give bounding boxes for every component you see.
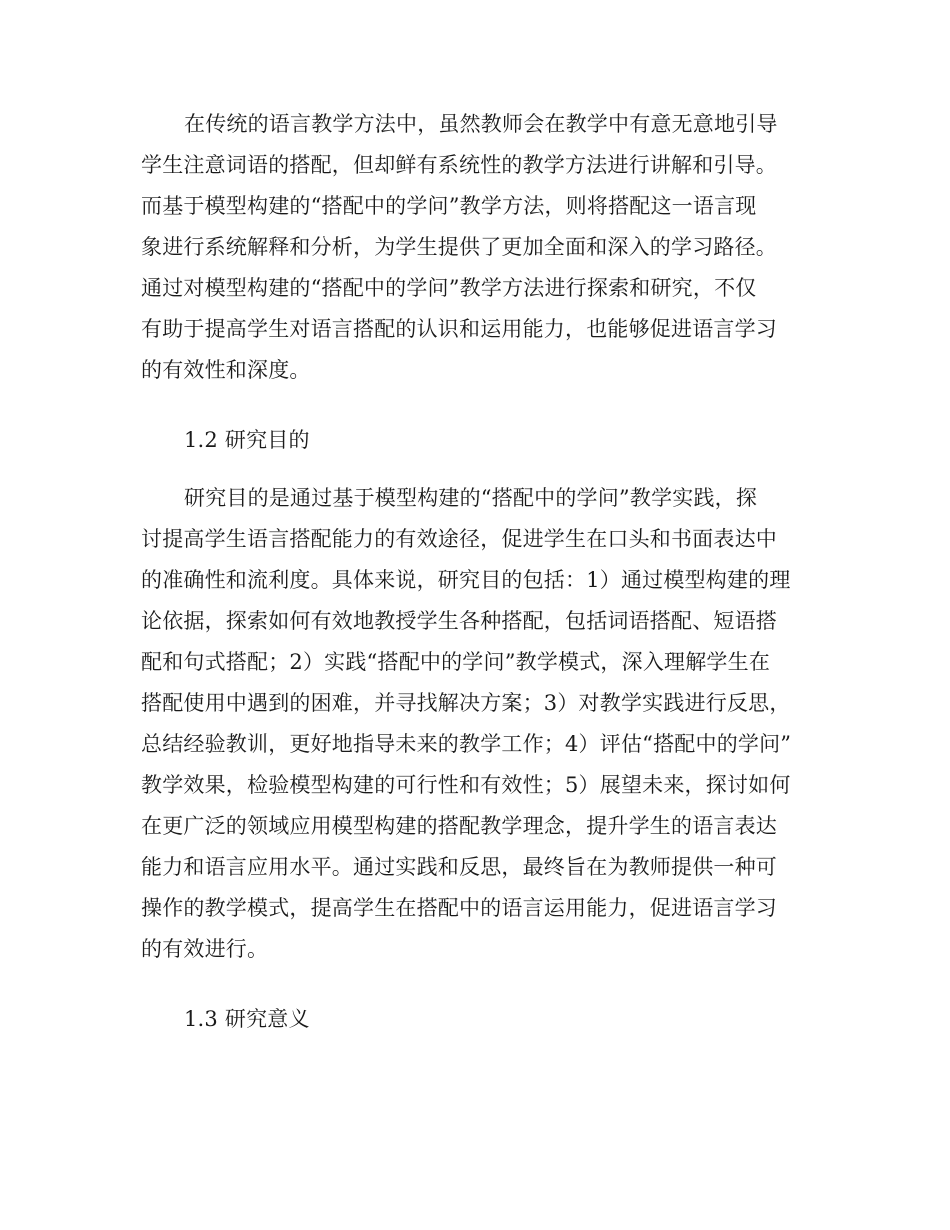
paragraph-2-line-9: 在更广泛的领域应用模型构建的搭配教学理念，提升学生的语言表达 (141, 814, 777, 838)
section-heading-1-2: 1.2 研究目的 (184, 428, 310, 452)
paragraph-2-line-11: 操作的教学模式，提高学生在搭配中的语言运用能力，促进语言学习 (141, 896, 777, 920)
paragraph-1-line-1: 在传统的语言教学方法中，虽然教师会在教学中有意无意地引导 (184, 112, 778, 136)
paragraph-2-line-12: 的有效进行。 (141, 937, 269, 961)
paragraph-2-line-8: 教学效果，检验模型构建的可行性和有效性；5）展望未来，探讨如何 (141, 773, 791, 797)
paragraph-2-line-2: 讨提高学生语言搭配能力的有效途径，促进学生在口头和书面表达中 (141, 527, 777, 551)
paragraph-1-line-6: 有助于提高学生对语言搭配的认识和运用能力，也能够促进语言学习 (141, 317, 777, 341)
paragraph-2-line-7: 总结经验教训，更好地指导未来的教学工作；4）评估“搭配中的学问” (141, 732, 792, 756)
paragraph-1-line-2: 学生注意词语的搭配，但却鲜有系统性的教学方法进行讲解和引导。 (141, 153, 777, 177)
paragraph-2-line-10: 能力和语言应用水平。通过实践和反思，最终旨在为教师提供一种可 (141, 855, 777, 879)
paragraph-1-line-7: 的有效性和深度。 (141, 358, 311, 382)
paragraph-2-line-5: 配和句式搭配；2）实践“搭配中的学问”教学模式，深入理解学生在 (141, 650, 771, 674)
paragraph-2-line-6: 搭配使用中遇到的困难，并寻找解决方案；3）对教学实践进行反思， (141, 691, 791, 715)
paragraph-2-line-1: 研究目的是通过基于模型构建的“搭配中的学问”教学实践，探 (184, 486, 758, 510)
paragraph-2-line-4: 论依据，探索如何有效地教授学生各种搭配，包括词语搭配、短语搭 (141, 609, 777, 633)
paragraph-1-line-3: 而基于模型构建的“搭配中的学问”教学方法，则将搭配这一语言现 (141, 194, 757, 218)
paragraph-1-line-4: 象进行系统解释和分析，为学生提供了更加全面和深入的学习路径。 (141, 235, 777, 259)
section-heading-1-3: 1.3 研究意义 (184, 1007, 310, 1031)
paragraph-1-line-5: 通过对模型构建的“搭配中的学问”教学方法进行探索和研究，不仅 (141, 276, 757, 300)
paragraph-2-line-3: 的准确性和流利度。具体来说，研究目的包括：1）通过模型构建的理 (141, 568, 791, 592)
